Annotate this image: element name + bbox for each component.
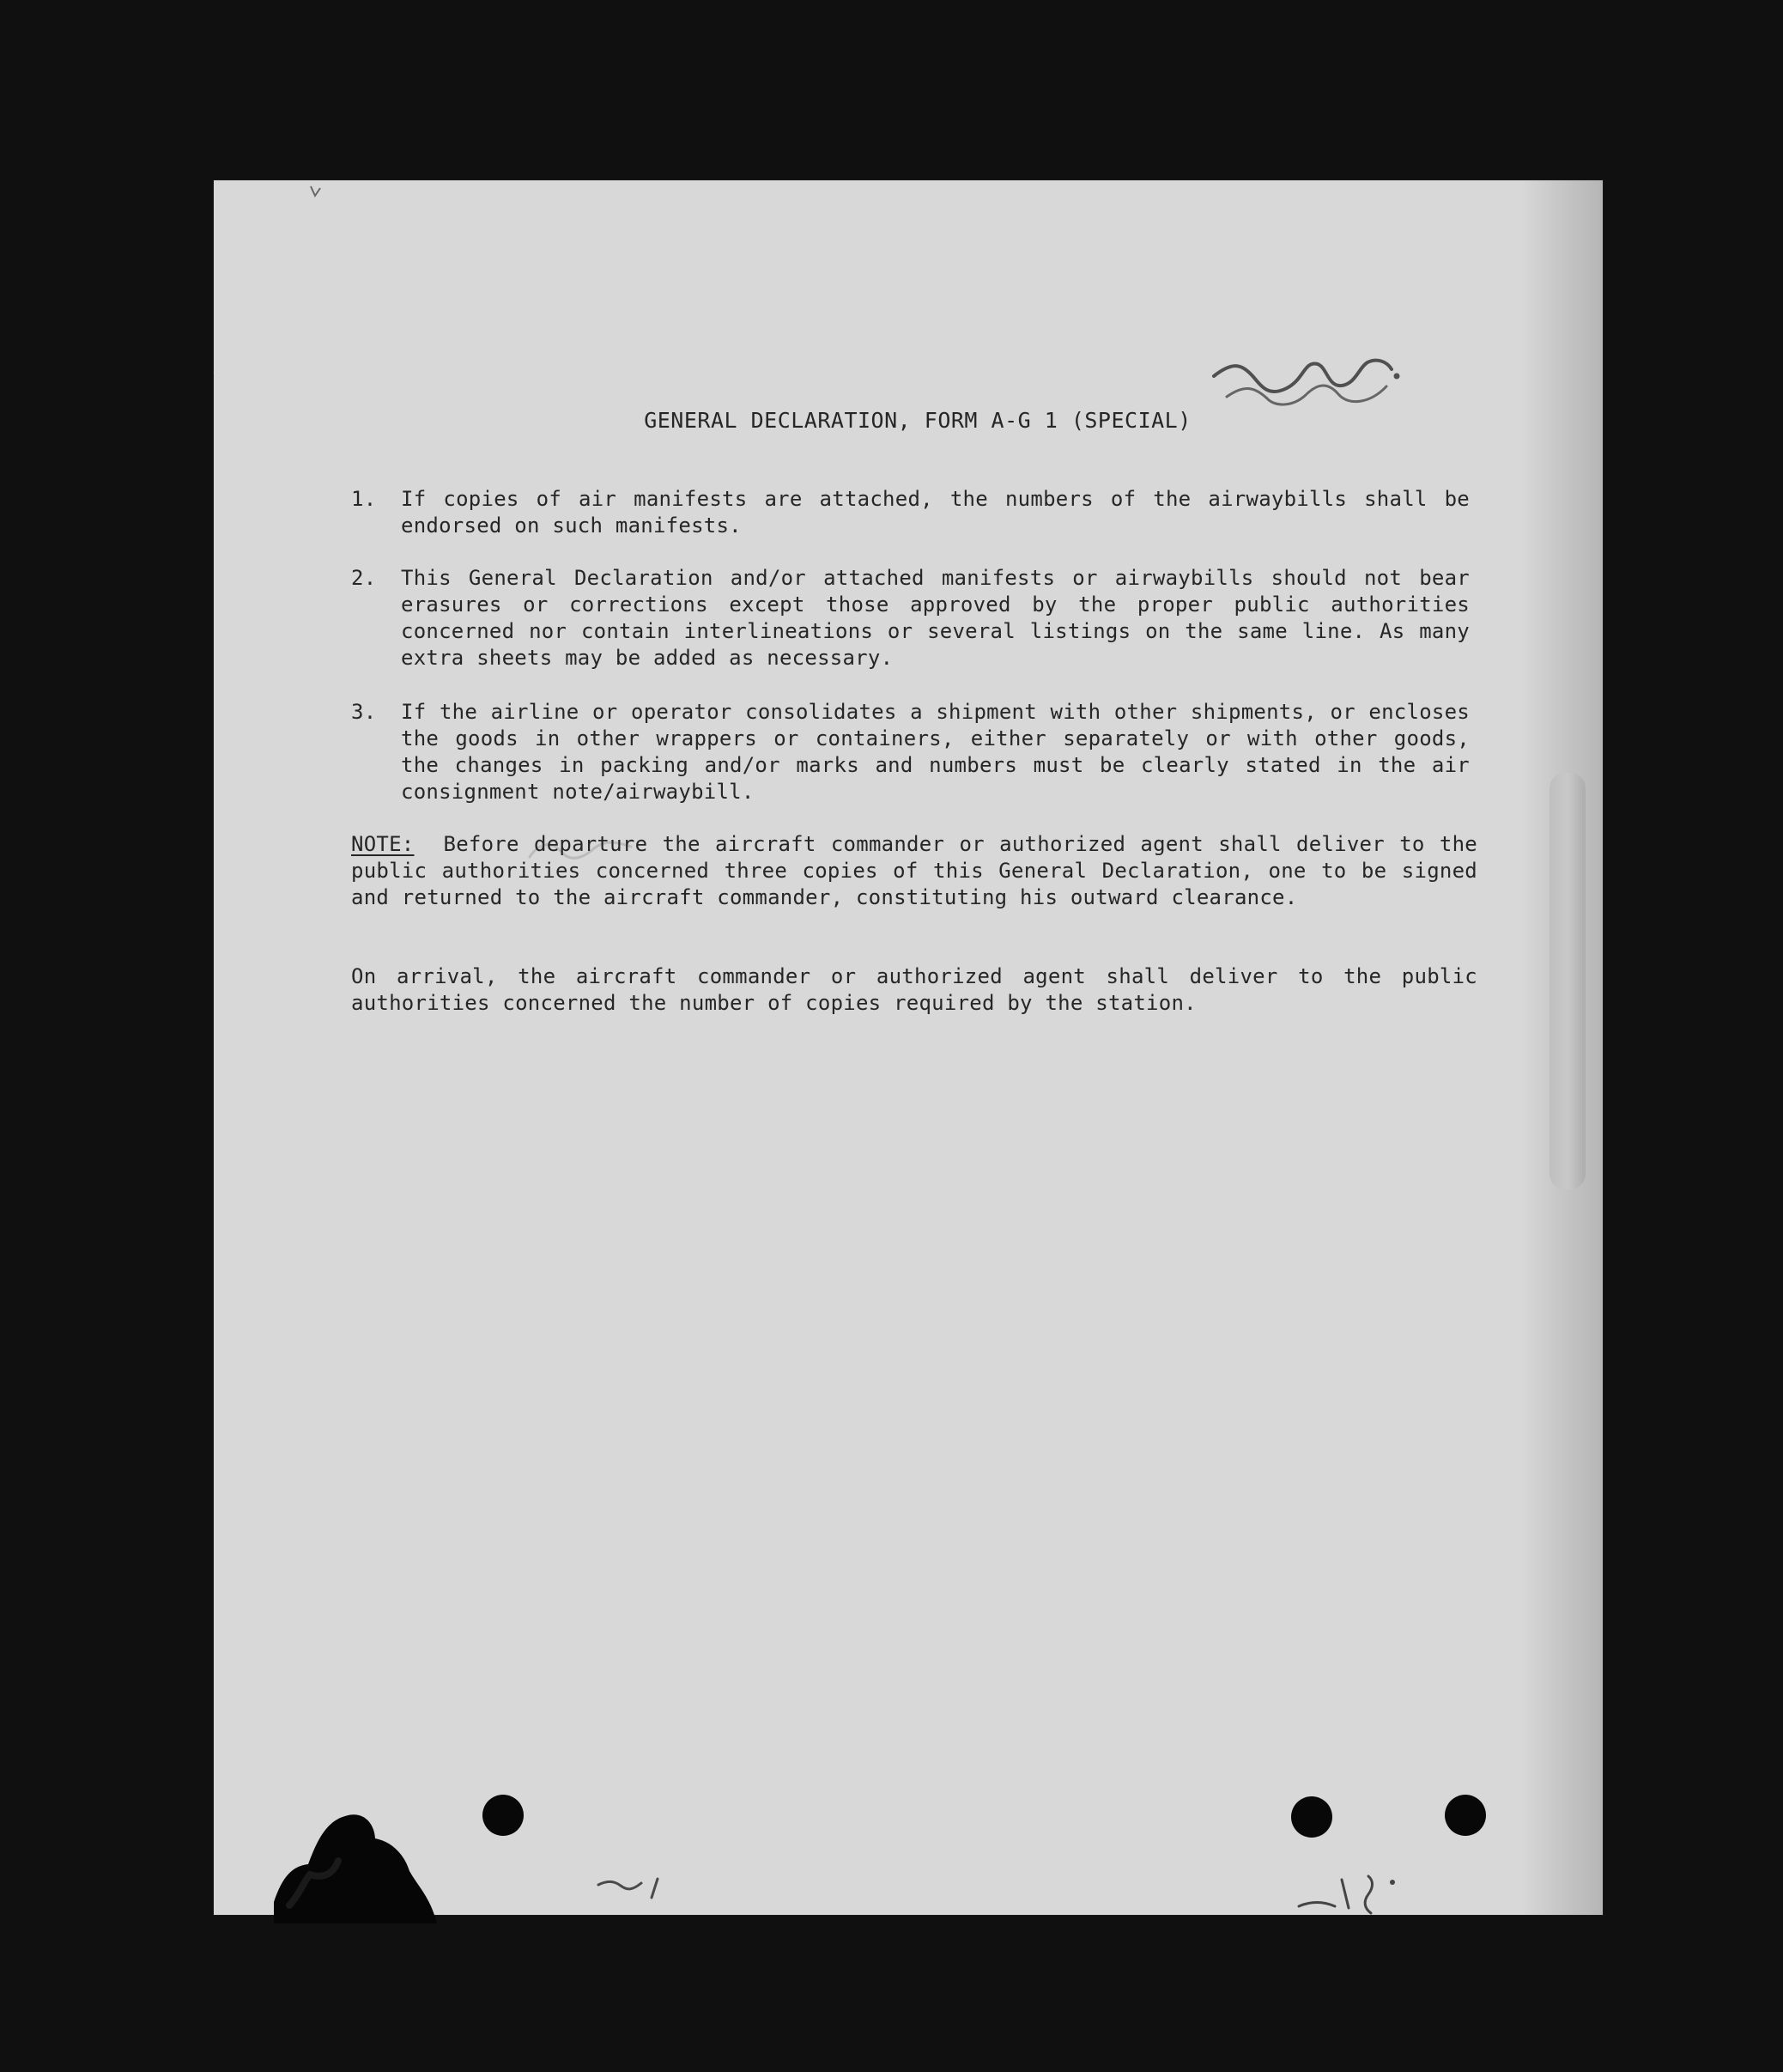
instruction-item-1 [351,486,1484,539]
bottom-right-ink-mark [1287,1855,1433,1923]
instruction-item-2 [351,565,1484,671]
page-title: GENERAL DECLARATION, FORM A-G 1 (SPECIAL) [644,408,1192,433]
instruction-number: 2. [351,566,377,590]
arrival-paragraph: On arrival, the aircraft commander or authorized agent shall deliver to the public authorities concerned the number of copies required by the station. [351,964,1477,1015]
instruction-text: If copies of air manifests are attached, the numbers of the airwaybills shall be endorsed on such manifests. [401,487,1470,538]
note-label: NOTE: [351,832,415,856]
instruction-text: If the airline or operator consolidates a shipment with other shipments, or encloses the goods in other wrappers or containers, either separately or with other goods, the changes in packing and/or marks and numbers must be clearly stated in the air consignment note/airwaybill. [401,700,1470,804]
instruction-item-3 [351,699,1484,805]
note-paragraph [351,831,1477,911]
instruction-text: This General Declaration and/or attached manifests or airwaybills should not bear erasures or corrections except those approved by the proper public authorities concerned nor contain interlineations or several listings on the same line. As many extra sheets may be added as necessary. [401,566,1470,670]
torn-ink-damage [274,1773,437,1923]
page-edge-shadow [1521,180,1603,1915]
punch-hole-right-1 [1291,1796,1332,1838]
instruction-number: 3. [351,700,377,724]
small-faint-mark-top-left [308,184,325,201]
document-page [214,180,1603,1915]
punch-hole-right-2 [1445,1795,1486,1836]
note-text: Before departure the aircraft commander or authorized agent shall deliver to the public authorities concerned three copies of this General Declaration, one to be signed and returned to the aircraft commander, constituting his outward clearance. [351,832,1477,909]
bottom-left-ink-mark [591,1863,686,1911]
punch-hole-left [482,1795,524,1836]
instruction-number: 1. [351,487,377,511]
page-fold-mark [1550,773,1586,1189]
